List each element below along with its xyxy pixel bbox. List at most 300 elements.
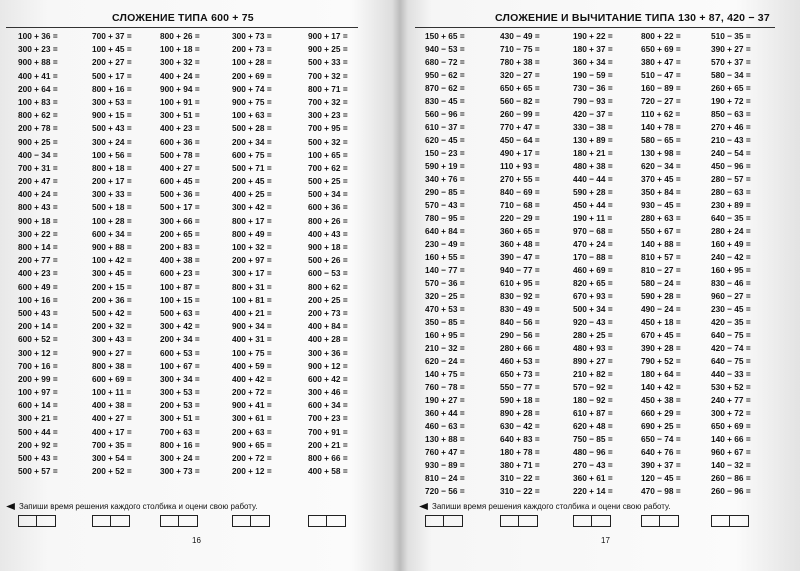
exercise-item: 500 + 17 = [92,70,132,81]
exercise-item: 300 + 43 = [92,334,132,345]
exercise-item: 840 − 69 = [500,187,540,197]
exercise-item: 600 + 36 = [160,136,200,147]
exercise-item: 500 + 32 = [308,136,348,147]
exercise-item: 800 + 62 = [308,281,348,292]
exercise-item: 650 + 65 = [500,83,540,93]
exercise-item: 620 − 34 = [641,161,681,171]
exercise-item: 300 + 73 = [160,466,200,477]
exercise-item: 800 + 43 = [18,202,58,213]
exercise-item: 500 + 71 = [232,162,272,173]
score-box-cell[interactable] [730,515,749,527]
exercise-item: 200 + 72 = [232,453,272,463]
exercise-item: 110 + 62 = [641,109,681,119]
title-rule [6,27,358,28]
exercise-item: 200 + 72 = [232,387,272,398]
exercise-item: 130 + 89 = [573,135,613,145]
exercise-item: 500 + 63 = [160,307,200,318]
exercise-item: 570 − 36 = [425,278,465,288]
exercise-item: 900 + 25 = [18,136,58,147]
exercise-item: 560 − 96 = [425,109,465,119]
exercise-item: 590 + 28 = [641,291,681,301]
exercise-item: 900 + 41 = [232,400,272,411]
exercise-item: 100 + 36 = [18,31,58,41]
exercise-item: 450 + 18 = [641,317,681,327]
exercise-item: 900 + 34 = [232,321,272,332]
exercise-item: 650 − 74 = [641,434,681,444]
time-score-box[interactable] [573,515,611,527]
exercise-item: 700 + 16 = [18,360,58,371]
exercise-item: 800 + 16 = [160,439,200,450]
exercise-item: 830 − 49 = [500,304,540,314]
exercise-item: 700 + 95 = [308,123,348,134]
exercise-item: 180 + 64 = [641,369,681,379]
exercise-item: 710 − 75 = [500,44,540,54]
page-title: СЛОЖЕНИЕ ТИПА 600 + 75 [112,12,254,24]
exercise-item: 600 + 34 = [308,400,348,411]
exercise-item: 300 + 36 = [308,347,348,358]
exercise-item: 700 + 32 = [308,70,348,81]
exercise-item: 830 − 92 = [500,291,540,301]
exercise-item: 380 + 47 = [641,57,681,67]
exercise-item: 760 + 47 = [425,447,465,457]
exercise-item: 280 − 63 = [711,187,751,197]
score-box-cell[interactable] [519,515,538,527]
exercise-item: 610 + 95 = [500,278,540,288]
exercise-item: 500 + 78 = [160,149,200,160]
exercise-item: 190 − 59 = [573,70,613,80]
exercise-item: 800 + 62 = [18,110,58,121]
exercise-item: 420 − 35 = [711,317,751,327]
exercise-item: 100 + 75 = [232,347,272,358]
exercise-item: 200 + 78 = [18,123,58,134]
exercise-item: 180 + 78 = [500,447,540,457]
exercise-column [92,30,132,478]
time-score-box[interactable] [308,515,346,527]
exercise-column [711,30,751,498]
exercise-item: 760 − 78 = [425,382,465,392]
exercise-item: 780 − 95 = [425,213,465,223]
exercise-item: 670 + 45 = [641,330,681,340]
exercise-item: 570 − 92 = [573,382,613,392]
exercise-item: 830 − 45 = [425,96,465,106]
exercise-item: 810 − 24 = [425,473,465,483]
exercise-item: 900 + 88 = [92,242,132,252]
exercise-item: 400 + 41 = [18,70,58,81]
exercise-item: 350 + 84 = [641,187,681,197]
time-score-box[interactable] [18,515,56,527]
time-score-box[interactable] [425,515,463,527]
exercise-item: 500 + 42 = [92,307,132,318]
time-box-cell[interactable] [160,515,179,527]
score-box-cell[interactable] [592,515,611,527]
score-box-cell[interactable] [327,515,346,527]
exercise-item: 900 + 65 = [232,439,272,450]
exercise-columns [405,30,800,500]
exercise-item: 120 − 45 = [641,473,681,483]
exercise-item: 700 + 31 = [18,162,58,173]
exercise-item: 470 − 98 = [641,486,681,496]
score-box-cell[interactable] [660,515,679,527]
exercise-item: 280 + 63 = [641,213,681,223]
exercise-item: 660 + 29 = [641,408,681,418]
exercise-item: 500 + 57 = [18,466,58,477]
exercise-item: 180 + 37 = [573,44,613,54]
exercise-item: 150 − 23 = [425,148,465,158]
exercise-item: 750 − 85 = [573,434,613,444]
exercise-item: 800 + 16 = [92,83,132,94]
left-page [0,0,395,571]
exercise-item: 450 − 64 = [500,135,540,145]
exercise-item: 390 + 37 = [641,460,681,470]
exercise-item: 500 + 18 = [92,202,132,213]
exercise-item: 720 − 56 = [425,486,465,496]
exercise-item: 700 + 32 = [308,96,348,107]
exercise-item: 300 + 24 = [92,136,132,147]
exercise-item: 500 + 34 = [308,189,348,200]
exercise-item: 360 + 61 = [573,473,613,483]
exercise-item: 900 + 27 = [92,347,132,358]
exercise-item: 500 + 33 = [308,57,348,68]
exercise-item: 440 − 44 = [573,174,613,184]
exercise-item: 300 + 73 = [232,31,272,41]
exercise-item: 400 + 28 = [308,334,348,345]
exercise-item: 450 − 96 = [711,161,751,171]
exercise-item: 700 + 62 = [308,162,348,173]
exercise-item: 300 + 54 = [92,453,132,463]
title-rule [415,27,775,28]
exercise-item: 100 + 45 = [92,44,132,55]
exercise-item: 100 + 56 = [92,149,132,160]
time-box-cell[interactable] [92,515,111,527]
exercise-item: 200 + 27 = [92,57,132,68]
score-box-cell[interactable] [251,515,270,527]
exercise-item: 440 − 33 = [711,369,751,379]
exercise-item: 620 − 45 = [425,135,465,145]
exercise-item: 490 − 24 = [641,304,681,314]
exercise-item: 630 − 42 = [500,421,540,431]
exercise-item: 480 + 93 = [573,343,613,353]
score-box-cell[interactable] [37,515,56,527]
exercise-item: 280 − 57 = [711,174,751,184]
exercise-item: 670 + 93 = [573,291,613,301]
exercise-item: 100 + 42 = [92,255,132,266]
exercise-item: 590 + 18 = [500,395,540,405]
exercise-item: 230 − 49 = [425,239,465,249]
exercise-item: 420 − 74 = [711,343,751,353]
exercise-item: 680 − 72 = [425,57,465,67]
exercise-item: 200 + 64 = [18,83,58,94]
exercise-item: 200 + 25 = [308,294,348,305]
exercise-item: 800 + 22 = [641,31,681,41]
exercise-item: 200 + 47 = [18,176,58,187]
exercise-item: 940 − 77 = [500,265,540,275]
time-box-cell[interactable] [711,515,730,527]
exercise-item: 200 + 65 = [160,228,200,239]
exercise-item: 400 + 21 = [232,307,272,318]
exercise-item: 490 + 17 = [500,148,540,158]
exercise-item: 100 + 15 = [160,294,200,305]
time-box-cell[interactable] [232,515,251,527]
exercise-item: 560 − 82 = [500,96,540,106]
exercise-item: 180 − 92 = [573,395,613,405]
exercise-item: 780 + 38 = [500,57,540,67]
exercise-item: 190 + 72 = [711,96,751,106]
exercise-item: 600 + 75 = [232,149,272,160]
exercise-item: 850 − 63 = [711,109,751,119]
instruction-text: Запиши время решения каждого столбика и оцени свою работу. [432,502,671,511]
exercise-item: 940 − 53 = [425,44,465,54]
exercise-item: 230 − 45 = [711,304,751,314]
exercise-item: 900 + 18 = [18,215,58,226]
exercise-item: 900 + 88 = [18,57,58,68]
exercise-item: 600 + 45 = [160,176,200,187]
exercise-item: 790 − 93 = [573,96,613,106]
exercise-item: 300 + 61 = [232,413,272,424]
time-score-box[interactable] [160,515,198,527]
exercise-item: 930 − 89 = [425,460,465,470]
exercise-item: 300 + 45 = [92,268,132,279]
exercise-item: 360 + 44 = [425,408,465,418]
exercise-column [160,30,200,478]
exercise-item: 300 + 22 = [18,228,58,239]
exercise-item: 400 + 27 = [92,413,132,424]
exercise-column [573,30,613,498]
exercise-item: 600 + 36 = [308,202,348,213]
exercise-item: 300 + 51 = [160,110,200,121]
exercise-item: 390 + 27 = [711,44,751,54]
exercise-item: 300 + 17 = [232,268,272,279]
exercise-item: 400 + 43 = [308,228,348,239]
exercise-item: 100 + 67 = [160,360,200,371]
exercise-item: 500 + 36 = [160,189,200,200]
exercise-item: 180 + 21 = [573,148,613,158]
exercise-item: 270 + 46 = [711,122,751,132]
exercise-item: 160 + 49 = [711,239,751,249]
exercise-item: 100 + 63 = [232,110,272,121]
exercise-item: 470 + 24 = [573,239,613,249]
exercise-item: 200 + 97 = [232,255,272,266]
exercise-item: 600 + 23 = [160,268,200,279]
exercise-item: 800 + 38 = [92,360,132,371]
time-score-box[interactable] [641,515,679,527]
score-box-cell[interactable] [111,515,130,527]
exercise-item: 570 + 37 = [711,57,751,67]
time-score-box[interactable] [232,515,270,527]
exercise-item: 700 + 23 = [308,413,348,424]
exercise-item: 140 + 66 = [711,434,751,444]
exercise-item: 300 + 32 = [160,57,200,68]
exercise-item: 790 + 52 = [641,356,681,366]
exercise-item: 320 − 25 = [425,291,465,301]
exercise-item: 620 + 48 = [573,421,613,431]
score-box-cell[interactable] [179,515,198,527]
exercise-item: 500 + 44 = [18,426,58,437]
exercise-item: 200 + 99 = [18,373,58,384]
exercise-item: 500 + 26 = [308,255,348,266]
exercise-item: 950 − 62 = [425,70,465,80]
exercise-item: 590 + 28 = [573,187,613,197]
instruction-text: Запиши время решения каждого столбика и оцени свою работу. [19,502,258,511]
exercise-item: 900 + 12 = [308,360,348,371]
exercise-item: 100 + 32 = [232,242,272,252]
time-box-cell[interactable] [500,515,519,527]
exercise-item: 390 + 28 = [641,343,681,353]
exercise-item: 400 + 31 = [232,334,272,345]
score-box-cell[interactable] [444,515,463,527]
exercise-item: 160 + 55 = [425,252,465,262]
exercise-item: 840 − 56 = [500,317,540,327]
exercise-item: 400 + 38 = [92,400,132,411]
exercise-item: 260 + 65 = [711,83,751,93]
exercise-item: 400 + 24 = [18,189,58,200]
exercise-item: 600 + 42 = [308,373,348,384]
instruction-line [6,502,257,511]
exercise-item: 600 + 52 = [18,334,58,345]
exercise-item: 210 − 32 = [425,343,465,353]
exercise-item: 930 − 45 = [641,200,681,210]
exercise-item: 260 − 86 = [711,473,751,483]
exercise-item: 100 + 65 = [308,149,348,160]
time-score-box[interactable] [92,515,130,527]
exercise-item: 200 + 83 = [160,242,200,252]
exercise-item: 200 + 21 = [308,439,348,450]
exercise-item: 800 + 31 = [232,281,272,292]
page-number: 17 [601,536,610,545]
exercise-item: 300 + 23 = [308,110,348,121]
exercise-item: 140 + 75 = [425,369,465,379]
exercise-item: 890 + 28 = [500,408,540,418]
exercise-item: 810 − 27 = [641,265,681,275]
exercise-item: 160 − 89 = [641,83,681,93]
exercise-item: 140 − 32 = [711,460,751,470]
exercise-item: 500 + 25 = [308,176,348,187]
exercise-item: 140 + 78 = [641,122,681,132]
exercise-item: 600 + 14 = [18,400,58,411]
exercise-item: 400 + 24 = [160,70,200,81]
exercise-item: 200 + 36 = [92,294,132,305]
time-box-cell[interactable] [573,515,592,527]
exercise-item: 820 + 65 = [573,278,613,288]
exercise-item: 150 + 65 = [425,31,465,41]
exercise-item: 690 + 25 = [641,421,681,431]
exercise-item: 300 + 72 = [711,408,751,418]
exercise-item: 510 − 47 = [641,70,681,80]
exercise-item: 480 + 38 = [573,161,613,171]
exercise-item: 200 + 15 = [92,281,132,292]
exercise-item: 730 − 36 = [573,83,613,93]
exercise-item: 500 + 43 = [92,123,132,134]
exercise-item: 550 − 77 = [500,382,540,392]
exercise-item: 300 + 42 = [232,202,272,213]
exercise-item: 600 + 49 = [18,281,58,292]
exercise-item: 400 + 59 = [232,360,272,371]
exercise-item: 420 − 37 = [573,109,613,119]
time-box-cell[interactable] [18,515,37,527]
exercise-item: 100 + 81 = [232,294,272,305]
exercise-item: 260 − 99 = [500,109,540,119]
exercise-item: 100 + 91 = [160,96,200,107]
exercise-item: 200 + 73 = [308,307,348,318]
exercise-item: 900 + 15 = [92,110,132,121]
exercise-item: 200 + 12 = [232,466,272,477]
exercise-item: 800 + 14 = [18,242,58,252]
exercise-item: 900 + 75 = [232,96,272,107]
exercise-item: 270 − 43 = [573,460,613,470]
exercise-item: 160 + 95 = [425,330,465,340]
exercise-item: 960 − 27 = [711,291,751,301]
exercise-item: 280 + 24 = [711,226,751,236]
exercise-item: 720 − 27 = [641,96,681,106]
exercise-item: 900 + 94 = [160,83,200,94]
exercise-item: 200 + 53 = [160,400,200,411]
exercise-item: 100 + 18 = [160,44,200,55]
exercise-item: 200 + 32 = [92,321,132,332]
exercise-item: 240 − 54 = [711,148,751,158]
exercise-item: 960 + 67 = [711,447,751,457]
exercise-item: 200 + 17 = [92,176,132,187]
exercise-item: 620 − 24 = [425,356,465,366]
exercise-item: 300 + 21 = [18,413,58,424]
exercise-item: 430 − 49 = [500,31,540,41]
exercise-item: 320 − 27 = [500,70,540,80]
exercise-column [425,30,465,498]
exercise-item: 900 + 18 = [308,242,348,252]
exercise-item: 140 + 42 = [641,382,681,392]
exercise-item: 130 + 88 = [425,434,465,444]
exercise-item: 400 + 84 = [308,321,348,332]
exercise-item: 310 − 22 = [500,473,540,483]
exercise-item: 170 − 88 = [573,252,613,262]
exercise-item: 450 + 38 = [641,395,681,405]
exercise-item: 450 + 44 = [573,200,613,210]
exercise-item: 400 + 23 = [18,268,58,279]
exercise-item: 460 + 53 = [500,356,540,366]
time-box-cell[interactable] [308,515,327,527]
exercise-item: 640 + 76 = [641,447,681,457]
page-title: СЛОЖЕНИЕ И ВЫЧИТАНИЕ ТИПА 130 + 87, 420 − 37 [495,12,770,24]
exercise-column [232,30,272,478]
exercise-item: 800 + 26 = [160,31,200,41]
exercise-item: 700 + 37 = [92,31,132,41]
exercise-item: 890 + 27 = [573,356,613,366]
time-box-cell[interactable] [641,515,660,527]
time-score-box[interactable] [711,515,749,527]
exercise-item: 200 + 34 = [160,334,200,345]
exercise-item: 220 − 29 = [500,213,540,223]
exercise-item: 160 + 95 = [711,265,751,275]
exercise-item: 200 + 52 = [92,466,132,477]
exercise-item: 270 + 55 = [500,174,540,184]
exercise-item: 200 + 92 = [18,439,58,450]
exercise-item: 300 + 66 = [160,215,200,226]
exercise-item: 370 + 45 = [641,174,681,184]
exercise-item: 230 + 89 = [711,200,751,210]
pencil-triangle-icon [6,503,15,510]
exercise-item: 640 + 83 = [500,434,540,444]
exercise-columns [0,30,395,500]
time-score-box[interactable] [500,515,538,527]
exercise-item: 600 − 53 = [308,268,348,279]
exercise-item: 400 + 25 = [232,189,272,200]
exercise-item: 340 + 76 = [425,174,465,184]
exercise-item: 530 + 52 = [711,382,751,392]
exercise-item: 360 + 65 = [500,226,540,236]
exercise-item: 590 + 19 = [425,161,465,171]
exercise-item: 640 − 35 = [711,213,751,223]
exercise-item: 510 − 35 = [711,31,751,41]
exercise-item: 650 + 69 = [711,421,751,431]
time-box-cell[interactable] [425,515,444,527]
